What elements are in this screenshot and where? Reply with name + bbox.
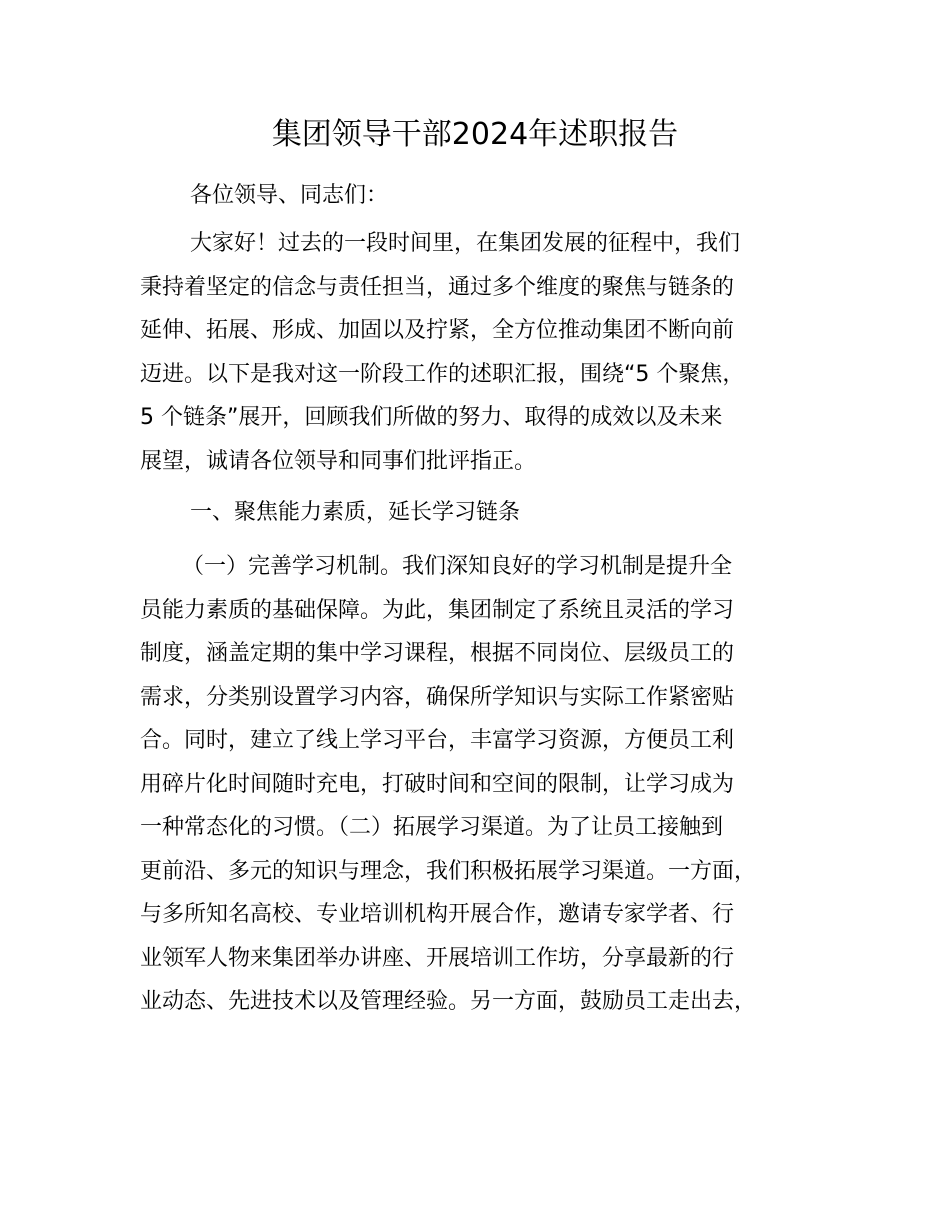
paragraph-line: 秉持着坚定的信念与责任担当，通过多个维度的聚焦与链条的 bbox=[140, 274, 735, 300]
paragraph-line: 更前沿、多元的知识与理念，我们积极拓展学习渠道。一方面， bbox=[140, 858, 757, 884]
section-heading-line: 一、聚焦能力素质，延长学习链条 bbox=[190, 500, 521, 525]
paragraph-line: 与多所知名高校、专业培训机构开展合作，邀请专家学者、行 bbox=[140, 902, 735, 927]
section-heading bbox=[140, 491, 840, 535]
paragraph-intro bbox=[140, 222, 840, 483]
paragraph-learning bbox=[140, 545, 840, 1024]
document-title: 集团领导干部2024年述职报告 bbox=[271, 117, 679, 152]
paragraph-line: 需求，分类别设置学习内容，确保所学知识与实际工作紧密贴 bbox=[140, 684, 735, 710]
paragraph-line: 业领军人物来集团举办讲座、开展培训工作坊，分享最新的行 bbox=[140, 945, 735, 971]
greeting bbox=[140, 174, 840, 218]
paragraph-line: 员能力素质的基础保障。为此，集团制定了系统且灵活的学习 bbox=[140, 597, 735, 623]
paragraph-line: 制度，涵盖定期的集中学习课程，根据不同岗位、层级员工的 bbox=[140, 641, 735, 666]
paragraph-line: 迈进。以下是我对这一阶段工作的述职汇报，围绕“5 个聚焦， bbox=[140, 361, 745, 387]
paragraph-line: 业动态、先进技术以及管理经验。另一方面，鼓励员工走出去， bbox=[140, 989, 757, 1014]
paragraph-line: 大家好！过去的一段时间里，在集团发展的征程中，我们 bbox=[190, 231, 741, 256]
paragraph-line: 展望，诚请各位领导和同事们批评指正。 bbox=[140, 448, 537, 474]
paragraph-line: （一）完善学习机制。我们深知良好的学习机制是提升全 bbox=[182, 554, 733, 579]
greeting-line: 各位领导、同志们： bbox=[190, 183, 389, 208]
paragraph-line: 一种常态化的习惯。（二）拓展学习渠道。为了让员工接触到 bbox=[140, 815, 724, 840]
paragraph-line: 用碎片化时间随时充电，打破时间和空间的限制，让学习成为 bbox=[140, 771, 735, 797]
paragraph-line: 延伸、拓展、形成、加固以及拧紧，全方位推动集团不断向前 bbox=[140, 318, 735, 343]
paragraph-line: 合。同时，建立了线上学习平台，丰富学习资源，方便员工利 bbox=[140, 728, 735, 753]
paragraph-line: 5 个链条”展开，回顾我们所做的努力、取得的成效以及未来 bbox=[140, 405, 723, 430]
